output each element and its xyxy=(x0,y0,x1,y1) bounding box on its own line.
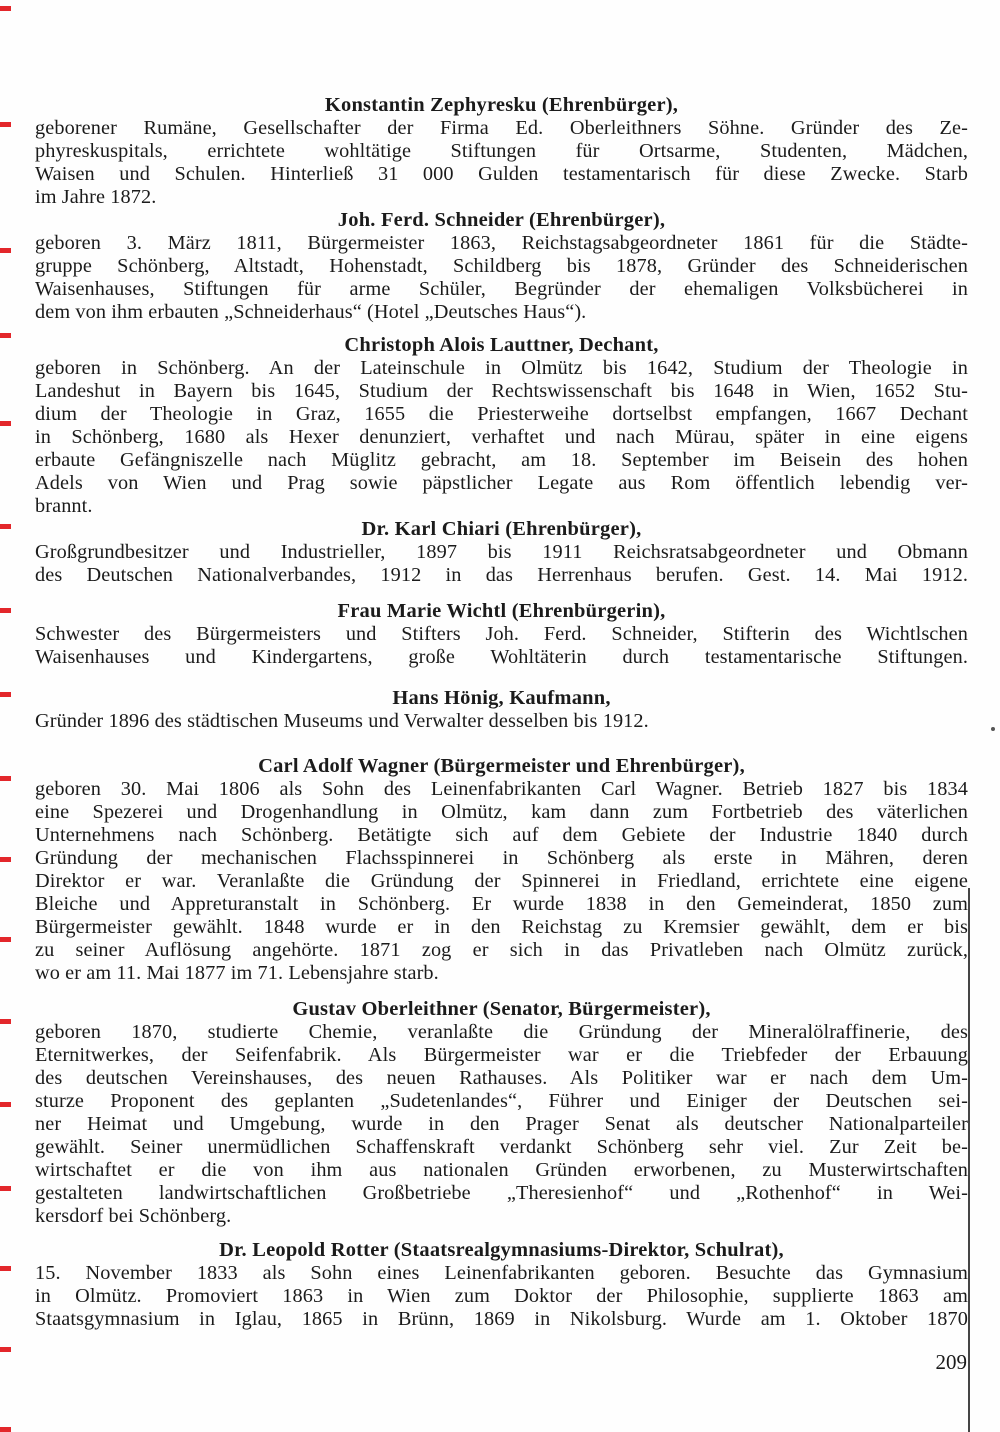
red-edge-mark xyxy=(0,937,11,942)
text-line: Gründung der mechanischen Flachsspinnerei in Schönberg als erste in Mähren, deren xyxy=(35,847,968,869)
text-line: gruppe Schönberg, Altstadt, Hohenstadt, Schildberg bis 1878, Gründer des Schneiderischen xyxy=(35,255,968,277)
red-edge-mark xyxy=(0,1266,11,1271)
text-line: Eternitwerkes, der Seifenfabrik. Als Bürgermeister war er die Triebfeder der Erbauung xyxy=(35,1044,968,1066)
section-heading: Konstantin Zephyresku (Ehrenbürger), xyxy=(324,94,679,116)
text-line: kersdorf bei Schönberg. xyxy=(35,1205,232,1227)
red-edge-mark xyxy=(0,692,11,697)
text-line: eine Spezerei und Drogenhandlung in Olmütz, kam dann zum Fortbetrieb des väterlichen xyxy=(35,801,968,823)
text-line: geboren 3. März 1811, Bürgermeister 1863, Reichstagsabgeordneter 1861 für die Städte- xyxy=(35,232,968,254)
red-edge-mark xyxy=(0,776,11,781)
text-line: sturze Proponent des geplanten „Sudetenlandes“, Führer und Einiger der Deutschen sei- xyxy=(35,1090,968,1112)
text-column xyxy=(35,94,968,1331)
section-heading: Frau Marie Wichtl (Ehrenbürgerin), xyxy=(337,600,666,622)
text-line: dem von ihm erbauten „Schneiderhaus“ (Hotel „Deutsches Haus“). xyxy=(35,301,587,323)
biography-section xyxy=(35,94,968,209)
text-line: geboren in Schönberg. An der Lateinschule in Olmütz bis 1642, Studium der Theologie in xyxy=(35,357,968,379)
text-line: geboren 30. Mai 1806 als Sohn des Leinenfabrikanten Carl Wagner. Betrieb 1827 bis 1834 xyxy=(35,778,968,800)
text-line: gewählt. Seiner unermüdlichen Schaffenskraft verdankt Schönberg sehr viel. Zur Zeit be- xyxy=(35,1136,968,1158)
text-line: Direktor er war. Veranlaßte die Gründung der Spinnerei in Friedland, errichtete eine eigene xyxy=(35,870,968,892)
text-line: in Olmütz. Promoviert 1863 in Wien zum Doktor der Philosophie, supplierte 1863 am xyxy=(35,1285,968,1307)
text-line: Landeshut in Bayern bis 1645, Studium der Rechtswissenschaft bis 1648 in Wien, 1652 Stu- xyxy=(35,380,968,402)
text-line: des Deutschen Nationalverbandes, 1912 in das Herrenhaus berufen. Gest. 14. Mai 1912. xyxy=(35,564,968,586)
text-line: gestalteten landwirtschaftlichen Großbetriebe „Theresienhof“ und „Rothenhof“ in Wei- xyxy=(35,1182,968,1204)
red-edge-mark xyxy=(0,1186,11,1191)
red-edge-mark xyxy=(0,1102,11,1107)
text-line: geborener Rumäne, Gesellschafter der Firma Ed. Oberleithners Söhne. Gründer des Ze- xyxy=(35,117,968,139)
red-edge-mark xyxy=(0,421,11,426)
text-line: Waisenhauses, Stiftungen für arme Schüler, Begründer der ehemaligen Volksbücherei in xyxy=(35,278,968,300)
page-number: 209 xyxy=(935,1350,967,1374)
red-edge-mark xyxy=(0,608,11,613)
text-line: 15. November 1833 als Sohn eines Leinenfabrikanten geboren. Besuchte das Gymnasium xyxy=(35,1262,968,1284)
text-line: geboren 1870, studierte Chemie, veranlaßte die Gründung der Mineralölraffinerie, des xyxy=(35,1021,968,1043)
text-line: wirtschaftet er die von ihm aus nationalen Gründen erworbenen, zu Musterwirtschaften xyxy=(35,1159,968,1181)
text-line: Gründer 1896 des städtischen Museums und Verwalter desselben bis 1912. xyxy=(35,710,649,732)
section-heading: Dr. Leopold Rotter (Staatsrealgymnasiums-Direktor, Schulrat), xyxy=(219,1239,784,1261)
red-edge-mark xyxy=(0,333,11,338)
text-line: dium der Theologie in Graz, 1655 die Priesterweihe dortselbst empfangen, 1667 Dechant xyxy=(35,403,968,425)
text-line: erbaute Gefängniszelle nach Müglitz gebracht, am 18. September im Beisein des hohen xyxy=(35,449,968,471)
red-edge-mark xyxy=(0,248,11,253)
section-heading: Christoph Alois Lauttner, Dechant, xyxy=(344,334,659,356)
scan-edge-line xyxy=(968,888,970,1432)
section-heading: Gustav Oberleithner (Senator, Bürgermeister), xyxy=(292,998,711,1020)
biography-section xyxy=(35,518,968,587)
red-edge-mark xyxy=(0,1347,11,1352)
biography-section xyxy=(35,209,968,324)
text-line: wo er am 11. Mai 1877 im 71. Lebensjahre starb. xyxy=(35,962,439,984)
section-heading: Joh. Ferd. Schneider (Ehrenbürger), xyxy=(337,209,666,231)
ink-speck xyxy=(991,727,995,731)
biography-section xyxy=(35,998,968,1228)
biography-section xyxy=(35,600,968,669)
text-line: brannt. xyxy=(35,495,93,517)
text-line: zu seiner Auflösung angehörte. 1871 zog er sich in das Privatleben nach Olmütz zurück, xyxy=(35,939,968,961)
text-line: Waisen und Schulen. Hinterließ 31 000 Gulden testamentarisch für diese Zwecke. Starb xyxy=(35,163,968,185)
red-edge-mark xyxy=(0,857,11,862)
text-line: Bleiche und Appreturanstalt in Schönberg. Er wurde 1838 in den Gemeinderat, 1850 zum xyxy=(35,893,968,915)
text-line: phyreskuspitals, errichtete wohltätige Stiftungen für Ortsarme, Studenten, Mädchen, xyxy=(35,140,968,162)
red-edge-mark xyxy=(0,1427,11,1432)
section-heading: Dr. Karl Chiari (Ehrenbürger), xyxy=(361,518,642,540)
biography-section xyxy=(35,1239,968,1331)
red-edge-mark xyxy=(0,1019,11,1024)
text-line: Waisenhauses und Kindergartens, große Wohltäterin durch testamentarische Stiftungen. xyxy=(35,646,968,668)
text-line: Adels von Wien und Prag sowie päpstlicher Legate aus Rom öffentlich lebendig ver- xyxy=(35,472,968,494)
text-line: des deutschen Vereinshauses, des neuen Rathauses. Als Politiker war er nach dem Um- xyxy=(35,1067,968,1089)
text-line: Bürgermeister gewählt. 1848 wurde er in den Reichstag zu Kremsier gewählt, dem er bis xyxy=(35,916,968,938)
text-line: ner Heimat und Umgebung, wurde in den Prager Senat als deutscher Nationalparteiler xyxy=(35,1113,968,1135)
red-edge-mark xyxy=(0,6,11,11)
biography-section xyxy=(35,334,968,518)
text-line: im Jahre 1872. xyxy=(35,186,157,208)
section-heading: Hans Hönig, Kaufmann, xyxy=(392,687,611,709)
section-heading: Carl Adolf Wagner (Bürgermeister und Ehrenbürger), xyxy=(258,755,745,777)
text-line: in Schönberg, 1680 als Hexer denunziert, verhaftet und nach Mürau, später in eine eigens xyxy=(35,426,968,448)
red-edge-mark xyxy=(0,122,11,127)
red-edge-mark xyxy=(0,524,11,529)
text-line: Schwester des Bürgermeisters und Stifters Joh. Ferd. Schneider, Stifterin des Wichtlschen xyxy=(35,623,968,645)
text-line: Großgrundbesitzer und Industrieller, 1897 bis 1911 Reichsratsabgeordneter und Obmann xyxy=(35,541,968,563)
text-line: Staatsgymnasium in Iglau, 1865 in Brünn, 1869 in Nikolsburg. Wurde am 1. Oktober 1870 xyxy=(35,1308,968,1330)
biography-section xyxy=(35,755,968,985)
text-line: Unternehmens nach Schönberg. Betätigte sich auf dem Gebiete der Industrie 1840 durch xyxy=(35,824,968,846)
biography-section xyxy=(35,687,968,733)
